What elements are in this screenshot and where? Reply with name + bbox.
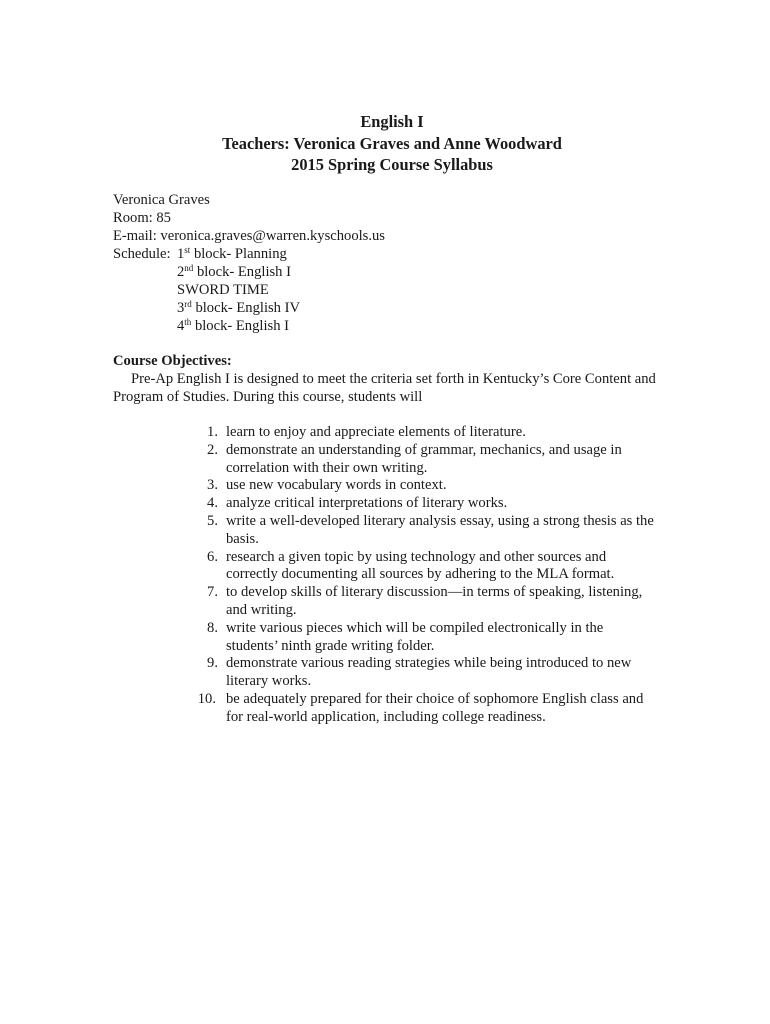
teachers-line: Teachers: Veronica Graves and Anne Woodward [222,133,562,153]
block-description: block- English I [191,318,289,334]
objective-text: learn to enjoy and appreciate elements of literature. [226,424,526,440]
objective-number: 6. [207,548,218,565]
block-ordinal: st [184,245,191,255]
schedule [113,245,673,335]
objective-item [188,513,658,549]
objective-number: 3. [207,477,218,494]
block-number: 2 [177,264,185,280]
objective-number: 9. [207,655,218,672]
schedule-row [113,299,673,317]
teacher-name: Veronica Graves [113,192,210,208]
teacher-info [113,191,673,335]
objectives-heading: Course Objectives: [113,353,232,369]
objective-text: write various pieces which will be compiled electronically in the students’ ninth grade writing folder. [226,619,604,654]
objective-item [188,691,658,727]
objective-text: analyze critical interpretations of literary works. [226,495,508,512]
objective-item [188,655,658,691]
schedule-label: Schedule: [113,246,171,262]
block-description: block- Planning [190,246,287,262]
schedule-row [113,263,673,281]
block-description: SWORD TIME [177,282,269,298]
block-number: 1 [177,246,185,262]
syllabus-title: 2015 Spring Course Syllabus [291,155,493,174]
objective-item [188,442,658,478]
objectives-list [188,424,658,727]
objective-text: to develop skills of literary discussion—in terms of speaking, listening, and writing. [226,584,643,618]
objective-number: 4. [207,495,218,512]
schedule-row [113,317,673,335]
block-ordinal: nd [184,263,194,273]
room-number: Room: 85 [113,210,171,226]
objective-number: 1. [207,424,218,440]
objective-number: 7. [207,584,218,601]
block-ordinal: th [184,317,192,327]
objective-item [188,477,658,495]
block-ordinal: rd [184,299,192,309]
objective-text: write a well-developed literary analysis essay, using a strong thesis as the basis. [226,512,654,547]
objective-item [188,620,658,656]
schedule-row [113,245,673,263]
objectives-intro: Pre-Ap English I is designed to meet the criteria set forth in Kentucky’s Core Content and Program of Studies. During this course, students will [113,371,656,405]
objective-number: 2. [207,441,218,458]
block-number: 4 [177,318,185,334]
block-description: block- English IV [191,300,301,316]
schedule-row [113,281,673,299]
objective-item [188,495,658,513]
objective-text: demonstrate an understanding of grammar, mechanics, and usage in correlation with their own writing. [226,441,622,476]
objective-text: research a given topic by using technology and other sources and correctly documenting all sources by adhering to the MLA format. [226,548,615,583]
objective-text: be adequately prepared for their choice of sophomore English class and for real-world application, including college readiness. [226,690,644,725]
course-objectives [113,352,673,406]
objective-item [188,584,658,620]
course-title: English I [360,112,424,131]
block-description: block- English I [193,264,291,280]
document-header [0,111,770,176]
objective-text: demonstrate various reading strategies while being introduced to new literary works. [226,655,632,690]
objective-number: 10. [197,690,216,707]
objective-number: 5. [207,512,218,529]
block-number: 3 [177,300,185,316]
email-address: E-mail: veronica.graves@warren.kyschools.us [113,228,385,244]
objective-item [188,424,658,442]
objective-number: 8. [207,619,218,636]
objective-text: use new vocabulary words in context. [226,477,447,494]
objective-item [188,549,658,585]
